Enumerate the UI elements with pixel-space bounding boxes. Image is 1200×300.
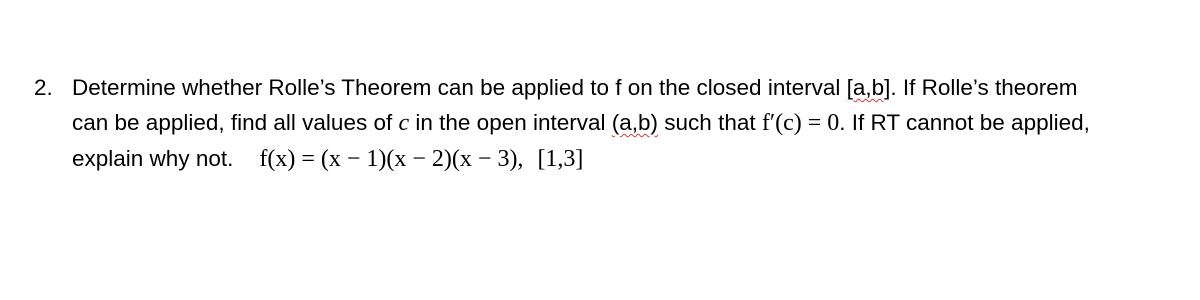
line2-after: . If RT cannot be applied,	[839, 110, 1090, 135]
line2-mid: in the open interval	[409, 110, 612, 135]
problem-body	[72, 70, 1184, 177]
problem-line-3	[72, 141, 1184, 177]
closed-interval-ab: [a,b]	[846, 75, 891, 100]
line2-text: can be applied, find all values of	[72, 110, 399, 135]
line1-after: . If Rolle’s theorem	[890, 75, 1078, 100]
line2-such: such that	[658, 110, 762, 135]
function-interval: [1,3]	[537, 146, 584, 172]
problem-2	[34, 70, 1184, 177]
problem-line-2	[72, 105, 1184, 141]
open-interval-ab: (a,b)	[611, 110, 659, 135]
derivative-condition: f′(c) = 0	[761, 110, 840, 136]
function-definition: f(x) = (x − 1)(x − 2)(x − 3),	[259, 146, 524, 172]
line3-text: explain why not.	[72, 146, 234, 171]
line1-text: Determine whether Rolle’s Theorem can be applied to f on the closed interval	[72, 75, 847, 100]
variable-c: c	[398, 110, 410, 136]
problem-line-1	[72, 70, 1184, 105]
problem-number: 2.	[34, 75, 53, 100]
